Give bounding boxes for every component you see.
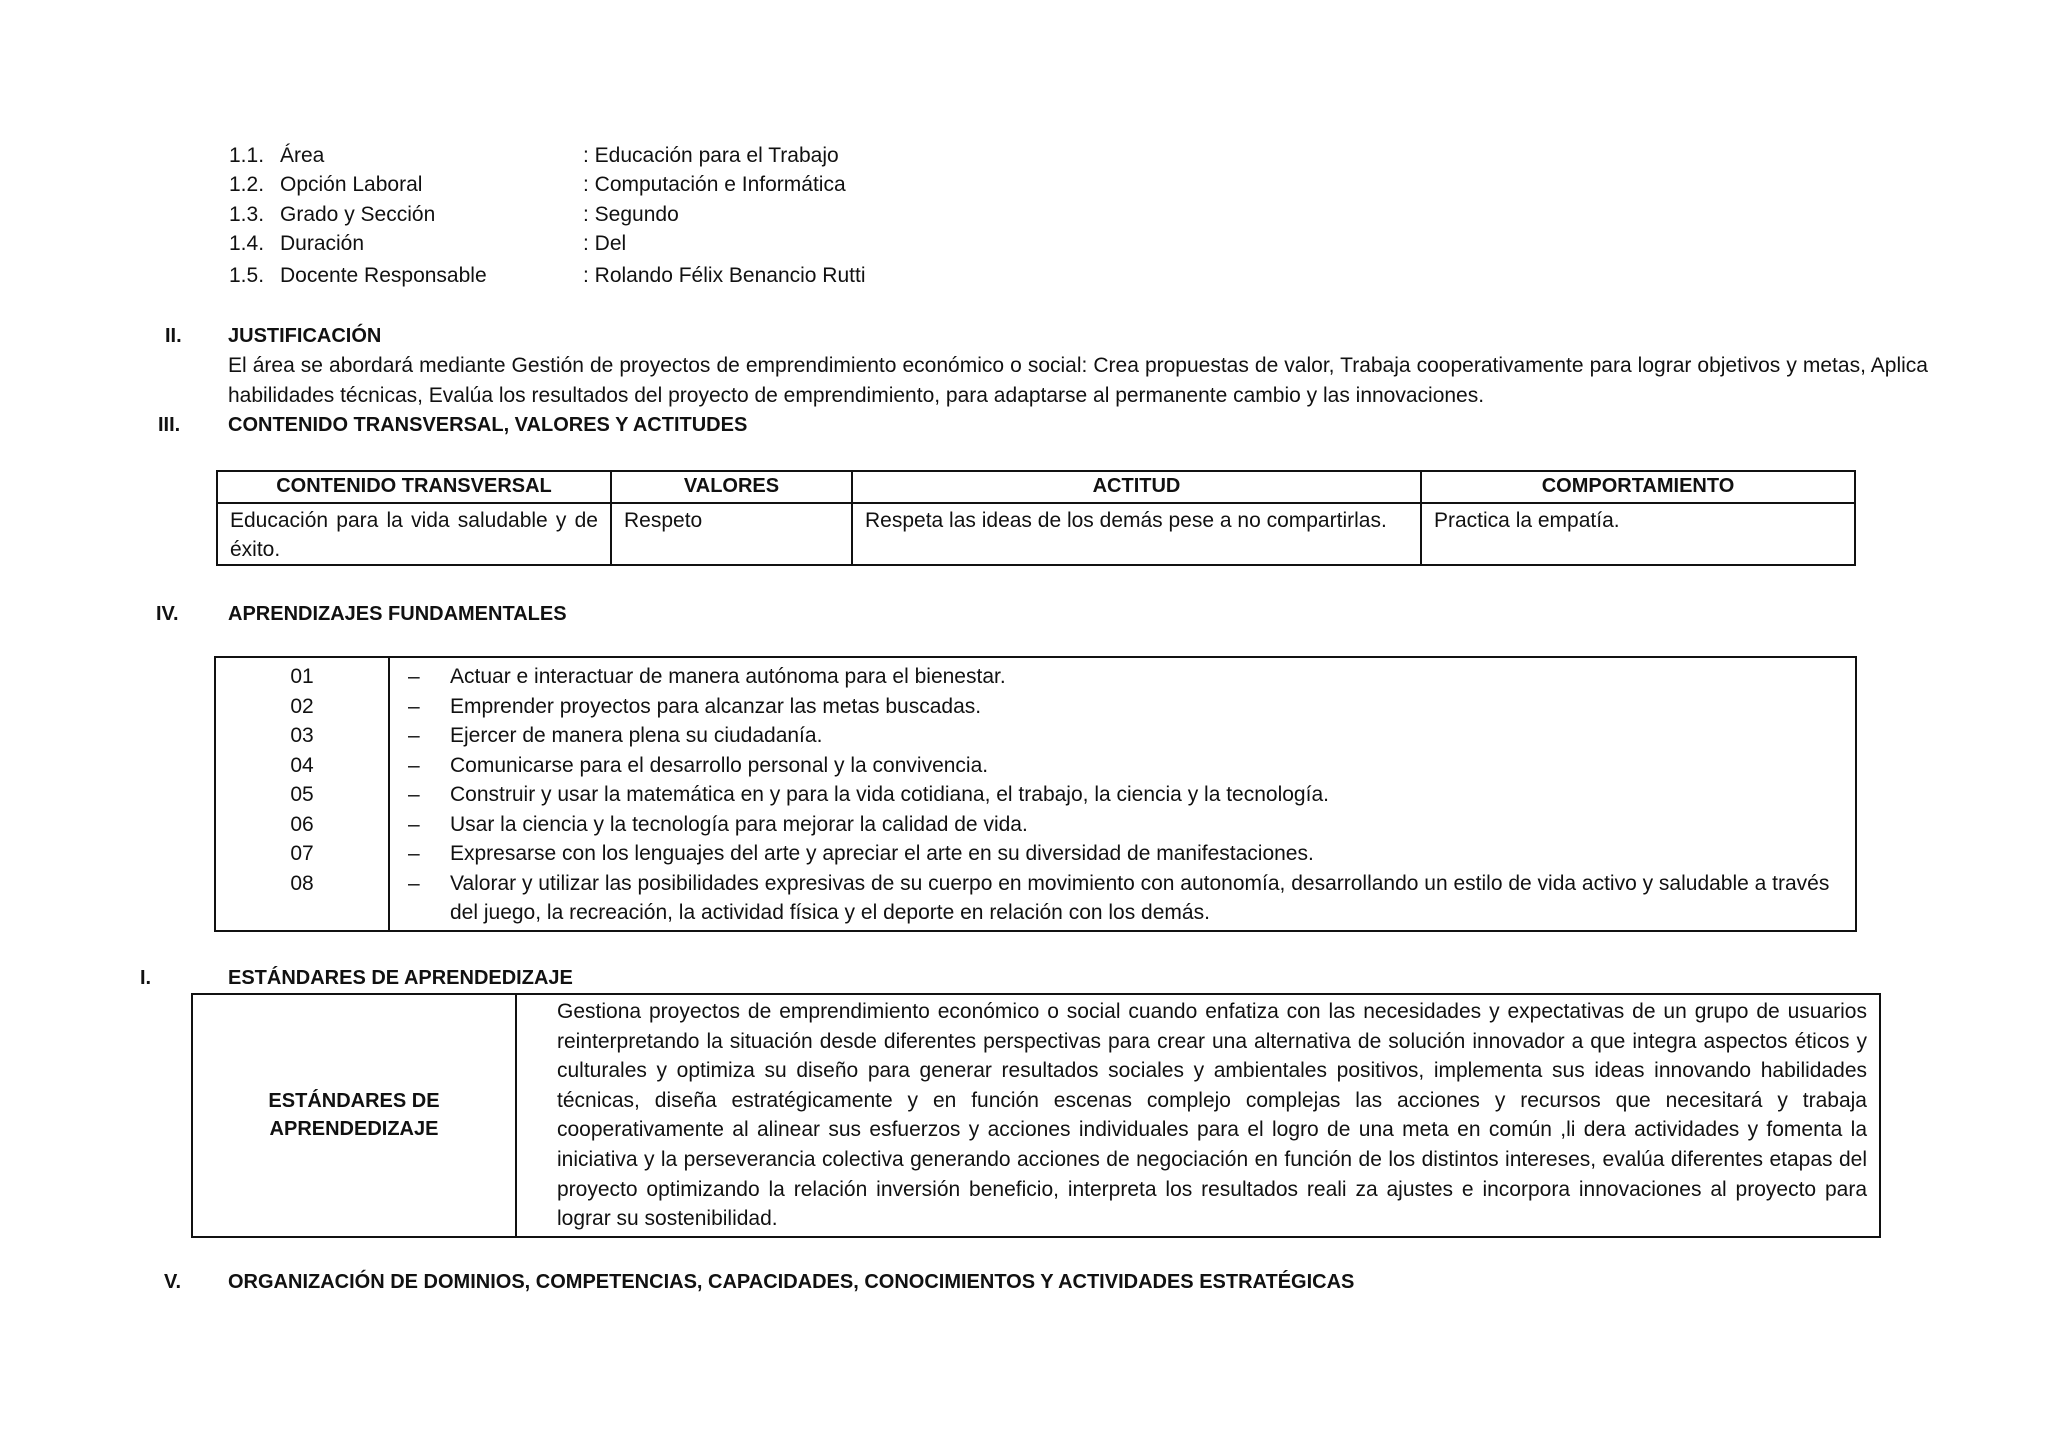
section-title: APRENDIZAJES FUNDAMENTALES: [228, 603, 567, 625]
info-label: Grado y Sección: [280, 203, 436, 226]
list-item: [398, 810, 1847, 840]
fundamentals-table: [214, 656, 1857, 932]
list-item: [398, 869, 1847, 928]
section-numeral: I.: [140, 967, 152, 989]
dash-bullet: –: [408, 812, 420, 836]
item-number: 01: [290, 665, 314, 688]
dash-bullet: –: [408, 694, 420, 718]
info-number: 1.5.: [229, 264, 265, 287]
transversal-table: [216, 470, 1856, 566]
standards-table: [191, 993, 1881, 1238]
section-organizacion-heading: [164, 1268, 1664, 1296]
info-number: 1.1.: [229, 144, 265, 167]
table-header-row: [217, 471, 1855, 503]
info-value: : Del: [583, 232, 627, 255]
standards-text-cell: Gestiona proyectos de emprendimiento económico o social cuando enfatiza con las necesidades y expectativas de un grupo de usuarios reinterpretando la situación desde diferentes perspectivas para crear una alternativa de solución innovador a que integra aspectos éticos y culturales y optimiza su diseño para generar resultados sociales y ambientales positivos, implementa sus ideas innovando habilidades técnicas, diseña estratégicamente y en función escenas complejo complejas las acciones y recursos que necesitará y trabaja cooperativamente al alinear sus esfuerzos y acciones individuales para el logro de una meta en común ,li dera actividades y fomenta la iniciativa y la perseverancia colectiva generando acciones de negociación en función de los distintos intereses, evalúa diferentes etapas del proyecto optimizando la relación inversión beneficio, interpreta los resultados reali za ajustes e incorpora innovaciones al proyecto para lograr su sostenibilidad.: [516, 994, 1880, 1237]
table-row: [192, 994, 1880, 1237]
item-number: 04: [290, 753, 314, 777]
section-transversal-heading: [158, 411, 1058, 439]
list-item: [398, 721, 1847, 751]
info-value: : Computación e Informática: [583, 173, 846, 196]
standards-label: ESTÁNDARES DE APRENDEDIZAJE: [268, 1090, 440, 1141]
info-number: 1.3.: [229, 203, 265, 226]
info-label: Docente Responsable: [280, 264, 487, 287]
info-label: Duración: [280, 232, 365, 255]
dash-bullet: –: [408, 665, 420, 688]
table-cell: Respeta las ideas de los demás pese a no compartirlas.: [852, 503, 1421, 565]
list-item-text: Actuar e interactuar de manera autónoma para el bienestar.: [450, 665, 1006, 688]
numbers-column: [215, 657, 389, 931]
table-row: [217, 503, 1855, 565]
dash-bullet: –: [408, 871, 420, 895]
table-row: [215, 657, 1856, 931]
item-number: 08: [290, 871, 314, 895]
dash-bullet: –: [408, 842, 420, 865]
info-value: : Educación para el Trabajo: [583, 144, 839, 167]
section-justificacion-heading: [165, 322, 765, 350]
list-item-text: Construir y usar la matemática en y para la vida cotidiana, el trabajo, la ciencia y la tecnología.: [450, 783, 1329, 806]
info-value: : Segundo: [583, 203, 679, 226]
list-item-text: Ejercer de manera plena su ciudadanía.: [450, 724, 823, 747]
justificacion-paragraph: El área se abordará mediante Gestión de proyectos de emprendimiento económico o social: Crea propuestas de valor, Trabaja cooperativamente para lograr objetivos y metas, Aplica habilidades técnicas, Evalúa los resultados del proyecto de emprendimiento, para adaptarse al permanente cambio y las innovaciones.: [228, 354, 1928, 407]
item-number: 07: [290, 842, 314, 865]
section-numeral: V.: [164, 1271, 182, 1293]
section-title: ORGANIZACIÓN DE DOMINIOS, COMPETENCIAS, CAPACIDADES, CONOCIMIENTOS Y ACTIVIDADES ESTRATÉGICAS: [228, 1271, 1355, 1293]
table-cell: Practica la empatía.: [1421, 503, 1855, 565]
list-item-text: Usar la ciencia y la tecnología para mejorar la calidad de vida.: [450, 812, 1028, 836]
section-estandares-heading: [140, 964, 940, 992]
item-number: 06: [290, 812, 314, 836]
item-number: 05: [290, 783, 314, 806]
item-number: 03: [290, 724, 314, 747]
item-number: 02: [290, 694, 314, 718]
info-number: 1.4.: [229, 232, 265, 255]
list-item-text: Valorar y utilizar las posibilidades expresivas de su cuerpo en movimiento con autonomía, desarrollando un estilo de vida activo y saludable a través del juego, la recreación, la actividad física y el deporte en relación con los demás.: [450, 871, 1830, 924]
info-number: 1.2.: [229, 173, 265, 196]
info-value: : Rolando Félix Benancio Rutti: [583, 264, 866, 287]
section-title: CONTENIDO TRANSVERSAL, VALORES Y ACTITUDES: [228, 414, 748, 436]
section-numeral: IV.: [156, 603, 179, 625]
dash-bullet: –: [408, 724, 420, 747]
list-item: [398, 839, 1847, 869]
table-cell: Respeto: [611, 503, 852, 565]
list-item: [398, 780, 1847, 810]
dash-bullet: –: [408, 783, 420, 806]
column-header: VALORES: [611, 471, 852, 503]
column-header: ACTITUD: [852, 471, 1421, 503]
table-cell: Educación para la vida saludable y de éxito.: [217, 503, 611, 565]
info-label: Opción Laboral: [280, 173, 423, 196]
section-title: ESTÁNDARES DE APRENDEDIZAJE: [228, 967, 573, 989]
info-label: Área: [280, 144, 325, 167]
list-item-text: Emprender proyectos para alcanzar las metas buscadas.: [450, 694, 982, 718]
column-header: COMPORTAMIENTO: [1421, 471, 1855, 503]
list-item-text: Expresarse con los lenguajes del arte y apreciar el arte en su diversidad de manifestaciones.: [450, 842, 1314, 865]
dash-bullet: –: [408, 753, 420, 777]
list-item: [398, 662, 1847, 692]
list-item: [398, 751, 1847, 781]
column-header: CONTENIDO TRANSVERSAL: [217, 471, 611, 503]
section-numeral: III.: [158, 414, 181, 436]
section-title: JUSTIFICACIÓN: [228, 325, 382, 347]
section-numeral: II.: [165, 325, 182, 347]
list-item: [398, 692, 1847, 722]
section-fundamentales-heading: [156, 600, 956, 628]
standards-label-cell: [192, 994, 516, 1237]
list-item-text: Comunicarse para el desarrollo personal y la convivencia.: [450, 753, 989, 777]
items-column: [389, 657, 1856, 931]
